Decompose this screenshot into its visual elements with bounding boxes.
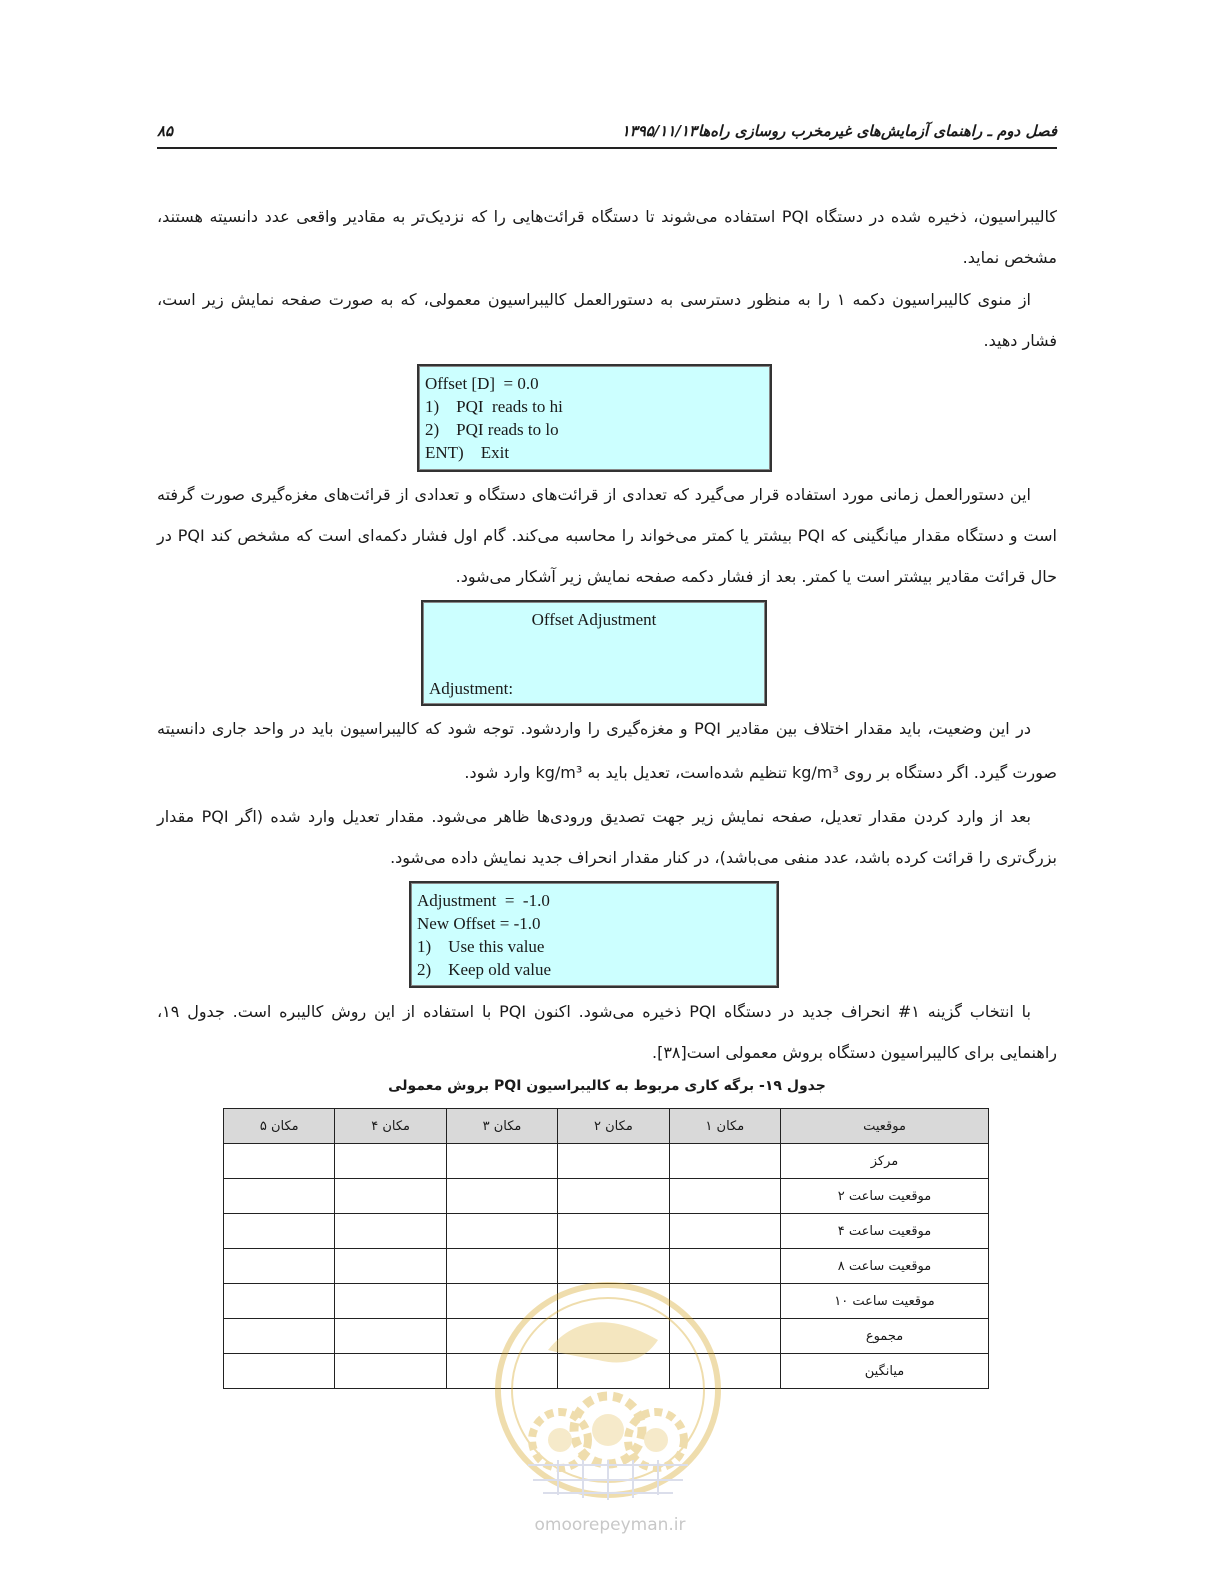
screen-line: ENT) Exit (425, 443, 510, 462)
table-row-label: مجموع (781, 1319, 989, 1354)
table-row-label: موقعیت ساعت ۲ (781, 1179, 989, 1214)
screen-line: 2) Keep old value (417, 960, 552, 979)
screen-line: Adjustment: (429, 679, 514, 698)
table-cell (224, 1144, 335, 1179)
screen-title: Offset Adjustment (531, 610, 657, 629)
table-row (224, 1249, 989, 1284)
table-cell (558, 1179, 669, 1214)
table-cell (446, 1249, 557, 1284)
table-cell (335, 1284, 446, 1319)
paragraph-6: با انتخاب گزینه ۱# انحراف جدید در دستگاه PQI ذخیره می‌شود. اکنون PQI با استفاده از این روش کالیبره است. جدول ۱۹، راهنمایی برای کالیبراسیون دستگاه بروش معمولی است[۳۸]. (157, 1002, 1057, 1062)
table-header-cell: مکان ۱ (669, 1109, 780, 1144)
table-cell (224, 1214, 335, 1249)
table-row (224, 1144, 989, 1179)
table-cell (669, 1249, 780, 1284)
table-cell (446, 1214, 557, 1249)
page-number: ۸۵ (157, 122, 174, 140)
table-header-cell: مکان ۵ (224, 1109, 335, 1144)
table-cell (335, 1214, 446, 1249)
watermark-logo-icon (488, 1280, 728, 1520)
paragraph-1: کالیبراسیون، ذخیره شده در دستگاه PQI استفاده می‌شوند تا دستگاه قرائت‌هایی را که نزدیک‌تر به مقادیر واقعی عدد دانسیته هستند، مشخص نماید. (157, 207, 1058, 267)
table-cell (335, 1249, 446, 1284)
table-cell (224, 1179, 335, 1214)
device-screen-confirm (409, 881, 779, 988)
page-header (157, 119, 1057, 149)
table-row-label: موقعیت ساعت ۱۰ (781, 1284, 989, 1319)
table-cell (446, 1179, 557, 1214)
paragraph-4: در این وضعیت، باید مقدار اختلاف بین مقادیر PQI و مغزه‌گیری را واردشود. توجه شود که کالیبراسیون باید در واحد جاری دانسیته صورت گیرد. اگر دستگاه بر روی kg/m³ تنظیم شده‌است، تعدیل باید به kg/m³ وارد شود. (157, 719, 1057, 782)
table-row-label: مرکز (781, 1144, 989, 1179)
table-header-cell: مکان ۲ (558, 1109, 669, 1144)
table-cell (558, 1144, 669, 1179)
table-header-cell: مکان ۳ (446, 1109, 557, 1144)
table-row-label: میانگین (781, 1354, 989, 1389)
screen-line: 1) Use this value (417, 937, 545, 956)
table-cell (335, 1319, 446, 1354)
table-header-cell: مکان ۴ (335, 1109, 446, 1144)
screen-line: Adjustment = -1.0 (417, 891, 550, 910)
table-cell (446, 1144, 557, 1179)
screen-line: New Offset = -1.0 (417, 914, 541, 933)
paragraph-2: از منوی کالیبراسیون دکمه ۱ را به منظور دسترسی به دستورالعمل کالیبراسیون معمولی، که به صورت صفحه نمایش زیر است، فشار دهید. (157, 290, 1057, 350)
table-cell (335, 1144, 446, 1179)
table-cell (669, 1144, 780, 1179)
table-header-row (224, 1109, 989, 1144)
table-row-label: موقعیت ساعت ۸ (781, 1249, 989, 1284)
table-row-label: موقعیت ساعت ۴ (781, 1214, 989, 1249)
table-cell (558, 1214, 669, 1249)
header-date: ۱۳۹۵/۱۱/۱۳ (621, 122, 697, 140)
table-cell (224, 1319, 335, 1354)
table-cell (669, 1179, 780, 1214)
footer-site-url: omoorepeyman.ir (534, 1515, 686, 1535)
table-row (224, 1179, 989, 1214)
table-caption: جدول ۱۹- برگه کاری مربوط به کالیبراسیون PQI بروش معمولی (388, 1078, 826, 1094)
screen-line: 1) PQI reads to hi (425, 397, 563, 416)
table-cell (335, 1179, 446, 1214)
table-cell (558, 1249, 669, 1284)
table-cell (224, 1354, 335, 1389)
paragraph-3: این دستورالعمل زمانی مورد استفاده قرار می‌گیرد که تعدادی از قرائت‌های دستگاه و تعدادی از قرائت‌های مغزه‌گیری صورت گرفته است و دستگاه مقدار میانگینی که PQI بیشتر یا کمتر می‌خواند را محاسبه می‌کند. گام اول فشار دکمه‌ای است که مشخص کند PQI در حال قرائت مقادیر بیشتر است یا کمتر. بعد از فشار دکمه صفحه نمایش زیر آشکار می‌شود. (157, 485, 1058, 586)
header-title: فصل دوم ـ راهنمای آزمایش‌های غیرمخرب روسازی راه‌ها (697, 122, 1057, 140)
table-header-cell: موقعیت (781, 1109, 989, 1144)
device-screen-offset-adjustment (421, 600, 767, 706)
table-cell (224, 1249, 335, 1284)
screen-line: 2) PQI reads to lo (425, 420, 559, 439)
table-cell (669, 1214, 780, 1249)
paragraph-5: بعد از وارد کردن مقدار تعدیل، صفحه نمایش زیر جهت تصدیق ورودی‌ها ظاهر می‌شود. مقدار تعدیل وارد شده (اگر PQI مقدار بزرگ‌تری را قرائت کرده باشد، عدد منفی می‌باشد)، در کنار مقدار انحراف جدید نمایش داده می‌شود. (157, 807, 1057, 867)
device-screen-offset-menu (417, 364, 772, 472)
screen-line: Offset [D] = 0.0 (425, 374, 539, 393)
table-cell (335, 1354, 446, 1389)
table-cell (224, 1284, 335, 1319)
table-row (224, 1214, 989, 1249)
